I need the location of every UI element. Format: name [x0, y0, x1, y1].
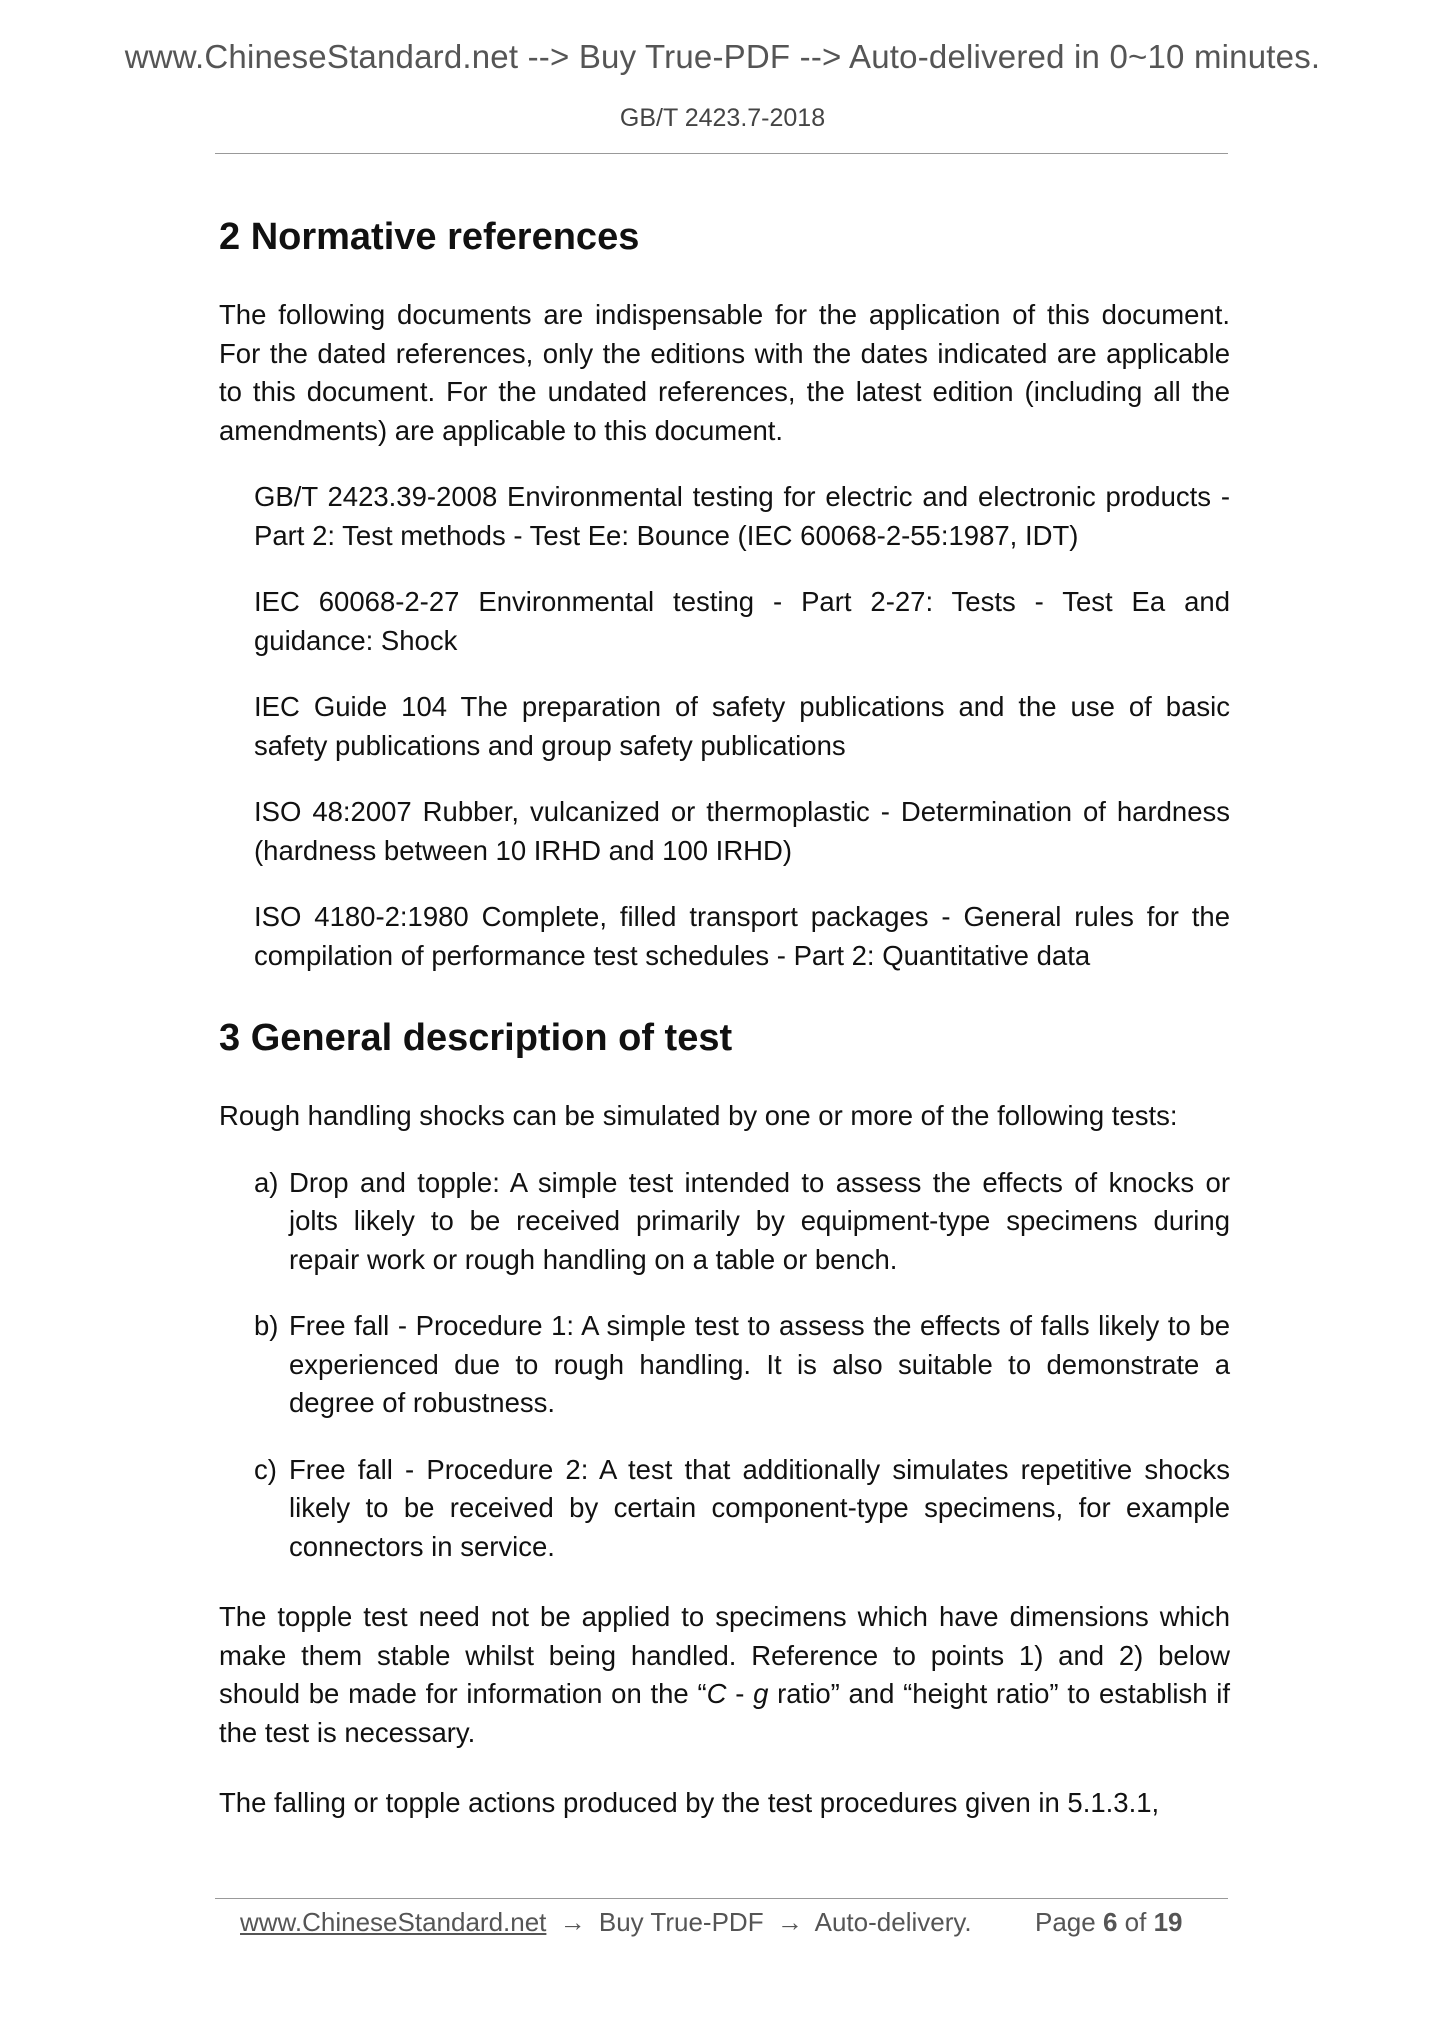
reference-item: ISO 48:2007 Rubber, vulcanized or thermoplastic - Determination of hardness (hardness between 10 IRHD and 100 IRHD) [254, 796, 1230, 866]
section-2-title: 2 Normative references [219, 216, 640, 258]
list-item-label: a) [254, 1166, 279, 1198]
arrow-right-icon: → [559, 1907, 586, 1937]
test-list-item [254, 1451, 1230, 1567]
document-body [219, 210, 1230, 1823]
reference-item: ISO 4180-2:1980 Complete, filled transport packages - General rules for the compilation of performance test schedules - Part 2: Quantitative data [254, 901, 1230, 971]
topple-paragraph [219, 1598, 1230, 1752]
topple-text-end: ratio” and “height ratio” to establish if the test is necessary. [219, 1678, 1230, 1748]
reference-item: IEC 60068-2-27 Environmental testing - Part 2-27: Tests - Test Ea and guidance: Shock [254, 586, 1230, 656]
arrow-right-icon: → [776, 1907, 803, 1937]
list-item-text: Free fall - Procedure 2: A test that additionally simulates repetitive shocks likely to be received by certain component-type specimens, for example connectors in service. [289, 1453, 1230, 1562]
test-list-item [254, 1164, 1230, 1280]
section-2-intro: The following documents are indispensable for the application of this document. For the dated references, only the editions with the dates indicated are applicable to this document. For the undated references, the latest edition (including all the amendments) are applicable to this document. [219, 299, 1230, 446]
section-3-title: 3 General description of test [219, 1017, 733, 1059]
test-list-item [254, 1307, 1230, 1423]
list-item-text: Drop and topple: A simple test intended to assess the effects of knocks or jolts likely to be received primarily by equipment-type specimens during repair work or rough handling on a table or bench. [289, 1166, 1230, 1275]
g-symbol: g [753, 1678, 769, 1709]
site-banner: www.ChineseStandard.net --> Buy True-PDF --> Auto-delivered in 0~10 minutes. [124, 38, 1321, 75]
page-indicator [1035, 1902, 1183, 1942]
header-divider [215, 153, 1228, 154]
footer-site-link[interactable]: www.ChineseStandard.net [240, 1907, 547, 1937]
page-of: of [1124, 1907, 1147, 1937]
reference-item: IEC Guide 104 The preparation of safety publications and the use of basic safety publications and group safety publications [254, 691, 1230, 761]
page-current: 6 [1102, 1907, 1118, 1937]
list-item-label: b) [254, 1310, 279, 1341]
falling-paragraph: The falling or topple actions produced by the test procedures given in 5.1.3.1, [219, 1787, 1160, 1818]
list-item-label: c) [254, 1453, 277, 1485]
page-footer [240, 1902, 1210, 1942]
page-total: 19 [1153, 1907, 1183, 1937]
reference-item: GB/T 2423.39-2008 Environmental testing for electric and electronic products - Part 2: Test methods - Test Ee: Bounce (IEC 60068-2-55:1987, IDT) [254, 481, 1230, 551]
page-word: Page [1035, 1907, 1096, 1937]
c-symbol: C [706, 1678, 727, 1709]
footer-delivery-text: Auto-delivery. [814, 1907, 972, 1937]
footer-divider [215, 1898, 1228, 1899]
section-3-intro: Rough handling shocks can be simulated by one or more of the following tests: [219, 1100, 1178, 1131]
footer-buy-text: Buy True-PDF [598, 1907, 764, 1937]
dash: - [726, 1678, 754, 1709]
standard-id: GB/T 2423.7-2018 [619, 104, 826, 132]
topple-text-start: The topple test need not be applied to specimens which have dimensions which make them stable whilst being handled. Reference to points 1) and 2) below should be made for information on the “ [219, 1601, 1230, 1709]
list-item-text: Free fall - Procedure 1: A simple test to assess the effects of falls likely to be experienced due to rough handling. It is also suitable to demonstrate a degree of robustness. [289, 1310, 1230, 1418]
